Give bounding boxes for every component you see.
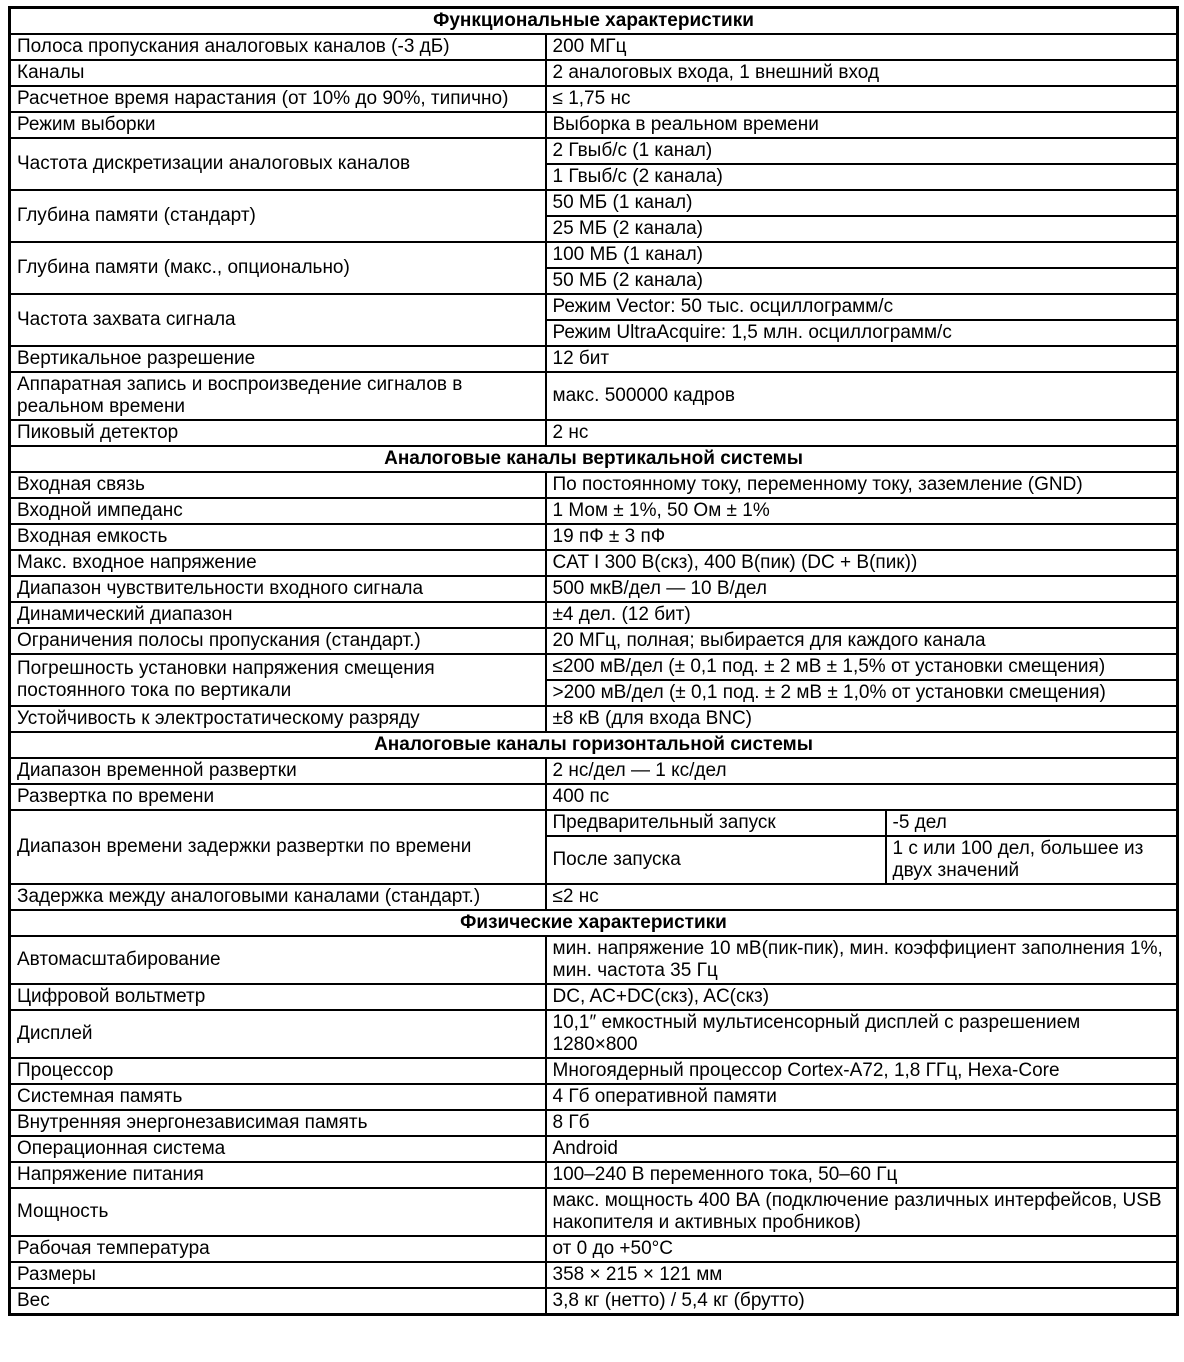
spec-label: Диапазон времени задержки развертки по времени	[10, 810, 546, 884]
table-row	[10, 190, 1178, 216]
spec-label: Внутренняя энергонезависимая память	[10, 1110, 546, 1136]
section-title: Физические характеристики	[10, 910, 1178, 936]
spec-label: Динамический диапазон	[10, 602, 546, 628]
table-row	[10, 60, 1178, 86]
spec-value: 500 мкВ/дел — 10 В/дел	[546, 576, 1178, 602]
spec-value: DC, AC+DC(скз), AC(скз)	[546, 984, 1178, 1010]
spec-label: Системная память	[10, 1084, 546, 1110]
table-row	[10, 1136, 1178, 1162]
spec-value: 50 МБ (2 канала)	[546, 268, 1178, 294]
spec-value: 25 МБ (2 канала)	[546, 216, 1178, 242]
table-row	[10, 294, 1178, 320]
spec-label: Развертка по времени	[10, 784, 546, 810]
spec-value: 1 Мом ± 1%, 50 Ом ± 1%	[546, 498, 1178, 524]
spec-value: 2 нс/дел — 1 кс/дел	[546, 758, 1178, 784]
table-row	[10, 602, 1178, 628]
table-row	[10, 550, 1178, 576]
table-row	[10, 628, 1178, 654]
table-row	[10, 1058, 1178, 1084]
spec-label: Глубина памяти (макс., опционально)	[10, 242, 546, 294]
spec-value: мин. напряжение 10 мВ(пик-пик), мин. коэффициент заполнения 1%, мин. частота 35 Гц	[546, 936, 1178, 984]
section-title: Функциональные характеристики	[10, 8, 1178, 35]
spec-value: 8 Гб	[546, 1110, 1178, 1136]
table-row	[10, 654, 1178, 680]
spec-label: Мощность	[10, 1188, 546, 1236]
spec-value: 400 пс	[546, 784, 1178, 810]
spec-label: Погрешность установки напряжения смещения постоянного тока по вертикали	[10, 654, 546, 706]
table-row	[10, 784, 1178, 810]
spec-label: Частота дискретизации аналоговых каналов	[10, 138, 546, 190]
spec-label: Входная емкость	[10, 524, 546, 550]
spec-label: Автомасштабирование	[10, 936, 546, 984]
table-row	[10, 112, 1178, 138]
spec-label: Входная связь	[10, 472, 546, 498]
section-header-row	[10, 446, 1178, 472]
spec-label: Макс. входное напряжение	[10, 550, 546, 576]
spec-value: Режим UltraAcquire: 1,5 млн. осциллограмм/с	[546, 320, 1178, 346]
spec-label: Цифровой вольтметр	[10, 984, 546, 1010]
spec-label: Входной импеданс	[10, 498, 546, 524]
spec-label: Ограничения полосы пропускания (стандарт.)	[10, 628, 546, 654]
table-row	[10, 86, 1178, 112]
spec-label: Вертикальное разрешение	[10, 346, 546, 372]
table-row	[10, 1188, 1178, 1236]
table-row	[10, 346, 1178, 372]
section-header-row	[10, 910, 1178, 936]
spec-value: 2 нс	[546, 420, 1178, 446]
spec-label: Задержка между аналоговыми каналами (стандарт.)	[10, 884, 546, 910]
spec-value: ±8 кВ (для входа BNC)	[546, 706, 1178, 732]
table-row	[10, 1288, 1178, 1315]
spec-value: 10,1″ емкостный мультисенсорный дисплей с разрешением 1280×800	[546, 1010, 1178, 1058]
spec-value: Android	[546, 1136, 1178, 1162]
table-row	[10, 1236, 1178, 1262]
table-row	[10, 810, 1178, 836]
spec-label: Аппаратная запись и воспроизведение сигналов в реальном времени	[10, 372, 546, 420]
table-row	[10, 524, 1178, 550]
table-row	[10, 1162, 1178, 1188]
table-row	[10, 884, 1178, 910]
spec-subkey: Предварительный запуск	[546, 810, 886, 836]
section-header-row	[10, 732, 1178, 758]
spec-value: >200 мВ/дел (± 0,1 под. ± 2 мВ ± 1,0% от установки смещения)	[546, 680, 1178, 706]
spec-value: 358 × 215 × 121 мм	[546, 1262, 1178, 1288]
spec-value: ≤2 нс	[546, 884, 1178, 910]
spec-value: 2 Гвыб/с (1 канал)	[546, 138, 1178, 164]
table-row	[10, 138, 1178, 164]
spec-label: Глубина памяти (стандарт)	[10, 190, 546, 242]
spec-label: Напряжение питания	[10, 1162, 546, 1188]
spec-label: Дисплей	[10, 1010, 546, 1058]
spec-value: Многоядерный процессор Cortex-A72, 1,8 ГГц, Hexa-Core	[546, 1058, 1178, 1084]
table-row	[10, 936, 1178, 984]
spec-value: 19 пФ ± 3 пФ	[546, 524, 1178, 550]
spec-label: Вес	[10, 1288, 546, 1315]
spec-subvalue: -5 дел	[886, 810, 1178, 836]
spec-value: 12 бит	[546, 346, 1178, 372]
table-row	[10, 706, 1178, 732]
table-row	[10, 498, 1178, 524]
section-header-row	[10, 8, 1178, 35]
table-row	[10, 34, 1178, 60]
spec-label: Диапазон чувствительности входного сигнала	[10, 576, 546, 602]
spec-subkey: После запуска	[546, 836, 886, 884]
spec-value: ≤200 мВ/дел (± 0,1 под. ± 2 мВ ± 1,5% от установки смещения)	[546, 654, 1178, 680]
spec-value: 20 МГц, полная; выбирается для каждого канала	[546, 628, 1178, 654]
table-row	[10, 1110, 1178, 1136]
spec-value: 200 МГц	[546, 34, 1178, 60]
spec-value: макс. мощность 400 ВА (подключение различных интерфейсов, USB накопителя и активных пробников)	[546, 1188, 1178, 1236]
spec-value: CAT I 300 В(скз), 400 В(пик) (DC + В(пик))	[546, 550, 1178, 576]
spec-value: 2 аналоговых входа, 1 внешний вход	[546, 60, 1178, 86]
spec-value: макс. 500000 кадров	[546, 372, 1178, 420]
table-row	[10, 1262, 1178, 1288]
spec-label: Режим выборки	[10, 112, 546, 138]
table-row	[10, 472, 1178, 498]
spec-value: Режим Vector: 50 тыс. осциллограмм/с	[546, 294, 1178, 320]
table-row	[10, 242, 1178, 268]
spec-value: По постоянному току, переменному току, заземление (GND)	[546, 472, 1178, 498]
table-row	[10, 984, 1178, 1010]
section-title: Аналоговые каналы вертикальной системы	[10, 446, 1178, 472]
table-row	[10, 1084, 1178, 1110]
spec-value: ±4 дел. (12 бит)	[546, 602, 1178, 628]
spec-label: Частота захвата сигнала	[10, 294, 546, 346]
table-row	[10, 1010, 1178, 1058]
spec-label: Полоса пропускания аналоговых каналов (-3 дБ)	[10, 34, 546, 60]
spec-value: 1 Гвыб/с (2 канала)	[546, 164, 1178, 190]
spec-label: Размеры	[10, 1262, 546, 1288]
spec-subvalue: 1 с или 100 дел, большее из двух значений	[886, 836, 1178, 884]
spec-label: Операционная система	[10, 1136, 546, 1162]
spec-table	[8, 6, 1179, 1316]
spec-label: Процессор	[10, 1058, 546, 1084]
spec-value: от 0 до +50°C	[546, 1236, 1178, 1262]
section-title: Аналоговые каналы горизонтальной системы	[10, 732, 1178, 758]
spec-value: 3,8 кг (нетто) / 5,4 кг (брутто)	[546, 1288, 1178, 1315]
table-row	[10, 372, 1178, 420]
spec-label: Устойчивость к электростатическому разряду	[10, 706, 546, 732]
spec-label: Диапазон временной развертки	[10, 758, 546, 784]
spec-label: Расчетное время нарастания (от 10% до 90%, типично)	[10, 86, 546, 112]
spec-value: 50 МБ (1 канал)	[546, 190, 1178, 216]
spec-value: 100–240 В переменного тока, 50–60 Гц	[546, 1162, 1178, 1188]
spec-value: 100 МБ (1 канал)	[546, 242, 1178, 268]
spec-value: ≤ 1,75 нс	[546, 86, 1178, 112]
table-row	[10, 758, 1178, 784]
spec-value: 4 Гб оперативной памяти	[546, 1084, 1178, 1110]
spec-label: Пиковый детектор	[10, 420, 546, 446]
spec-value: Выборка в реальном времени	[546, 112, 1178, 138]
table-row	[10, 576, 1178, 602]
spec-label: Рабочая температура	[10, 1236, 546, 1262]
table-row	[10, 420, 1178, 446]
spec-label: Каналы	[10, 60, 546, 86]
